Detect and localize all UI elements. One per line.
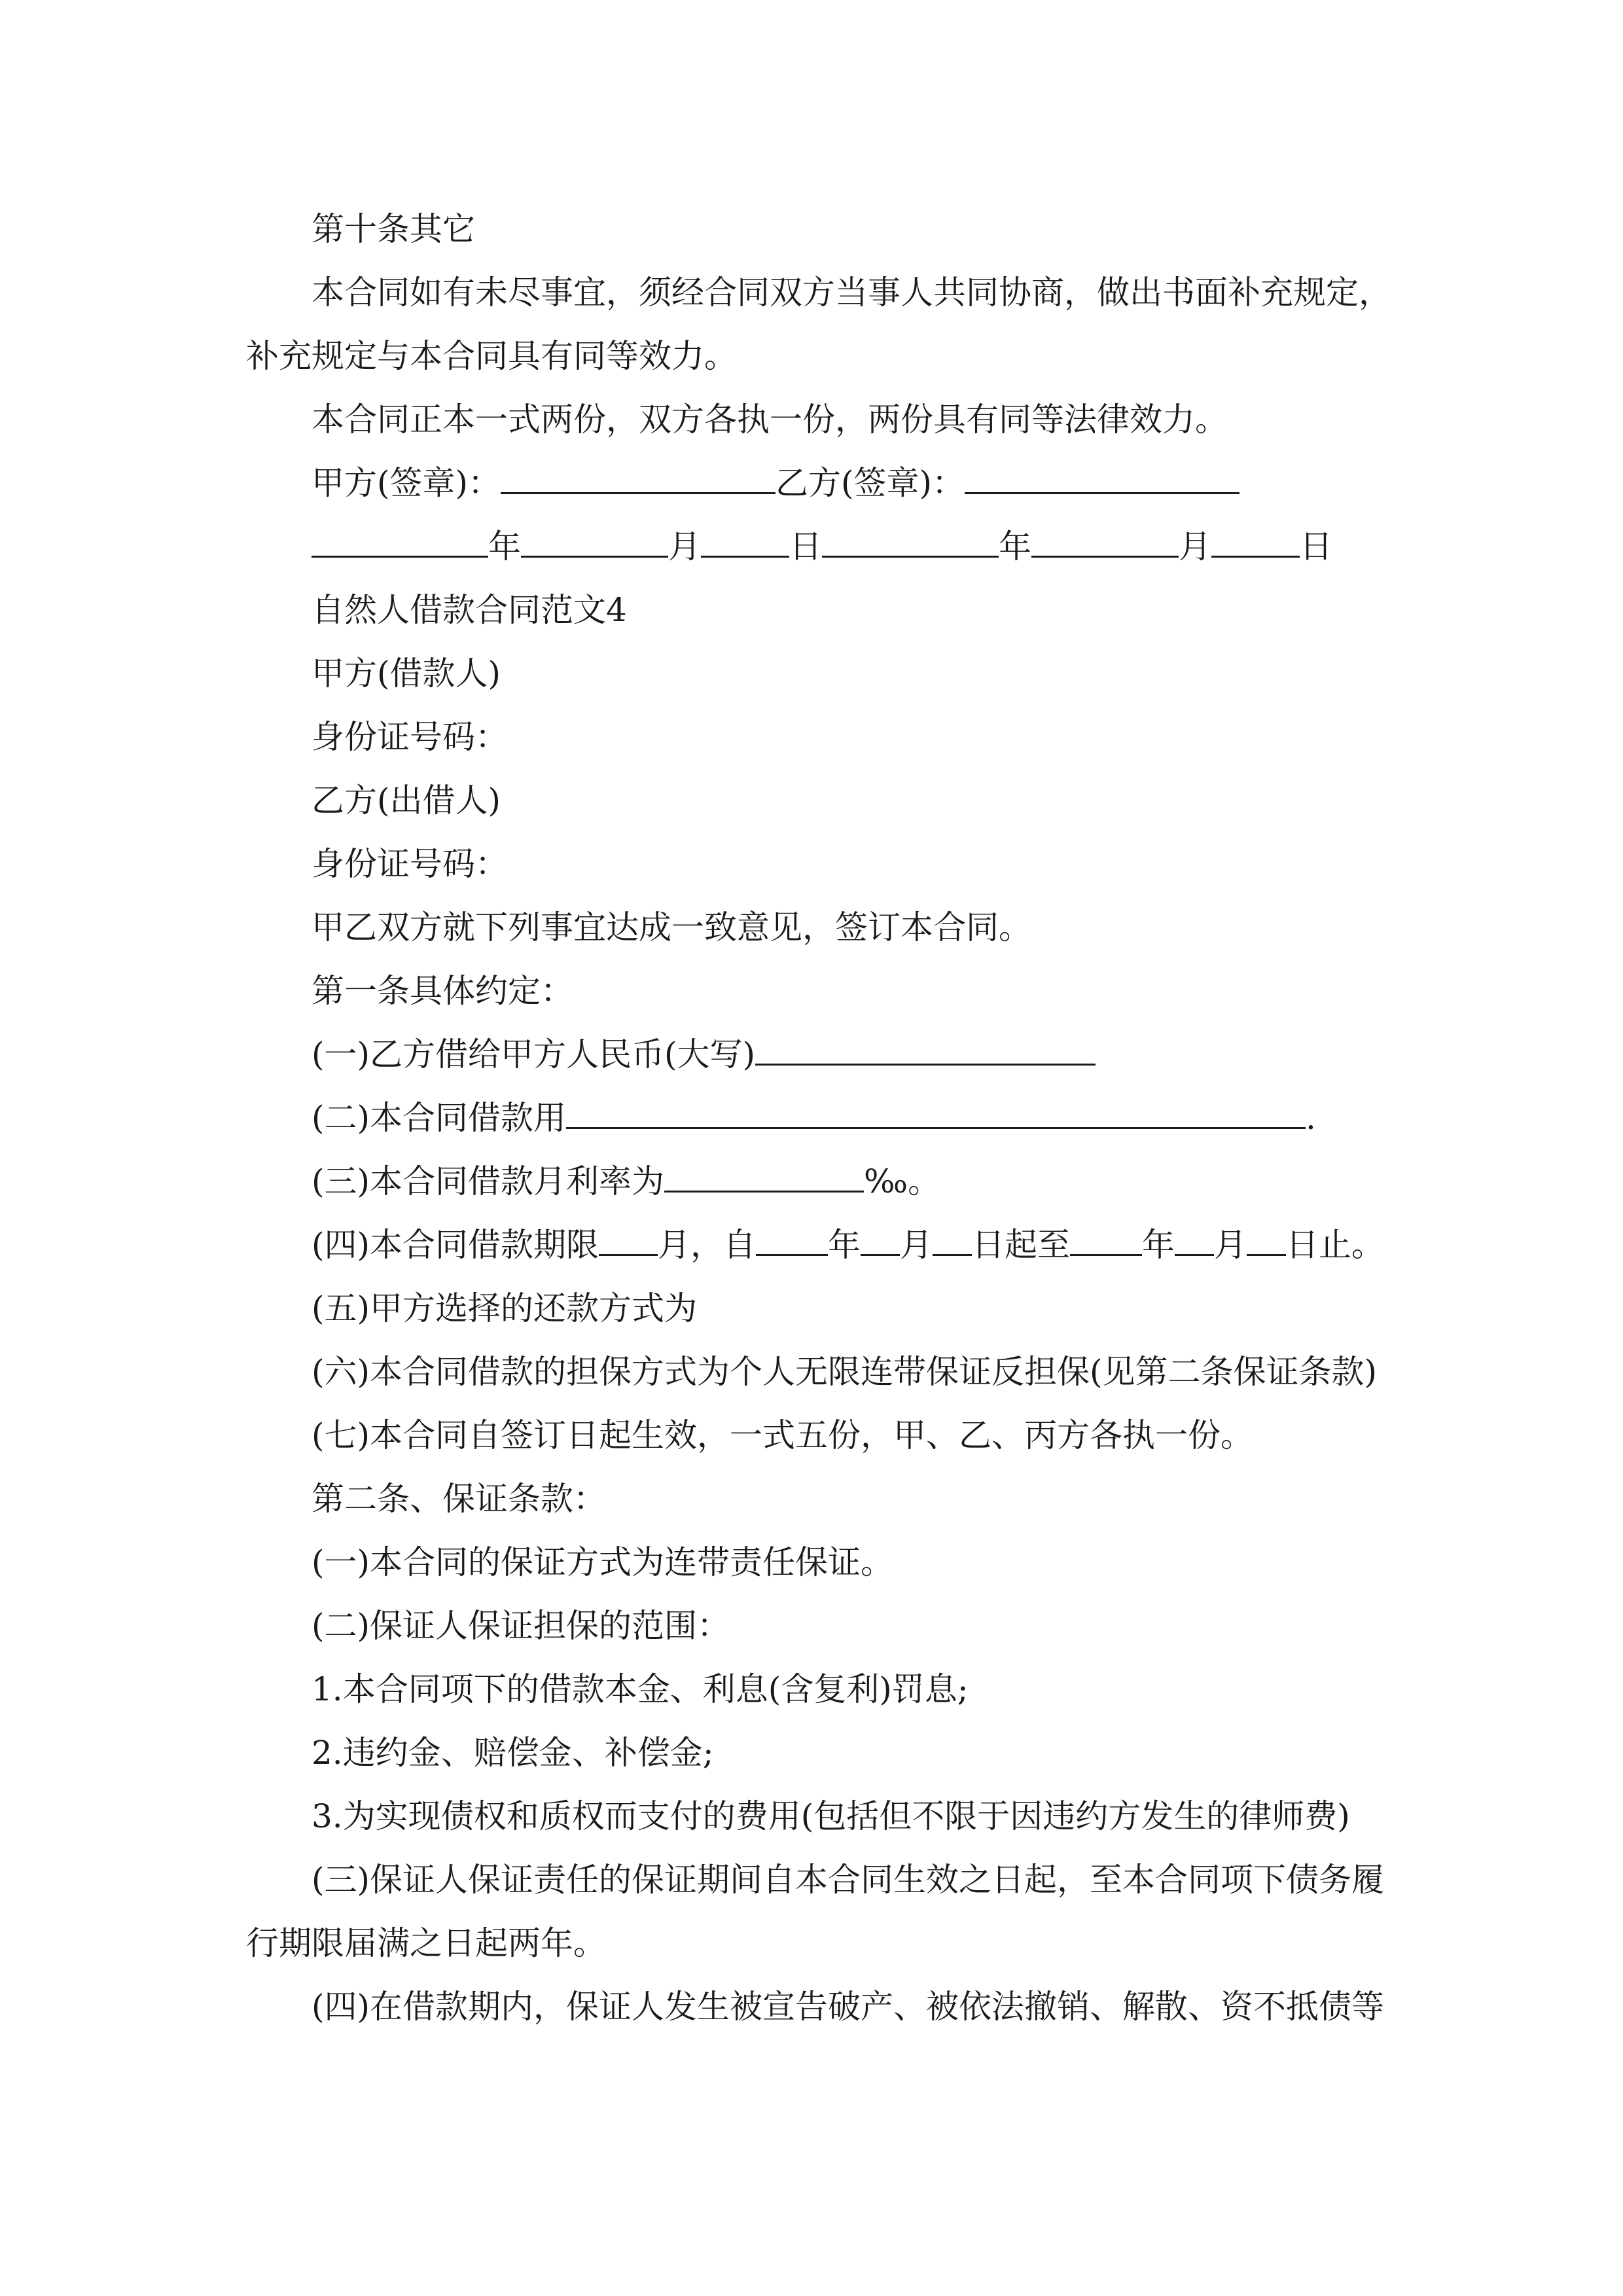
article-2-heading: 第二条、保证条款：	[312, 1480, 606, 1518]
blank	[1031, 527, 1179, 558]
clause-line	[312, 1162, 940, 1201]
paragraph-line: 本合同如有未尽事宜，须经合同双方当事人共同协商，做出书面补充规定，	[312, 274, 1391, 312]
clause-text: (一)乙方借给甲方人民币(大写)	[312, 1035, 756, 1073]
paragraph-line: 本合同正本一式两份，双方各执一份，两份具有同等法律效力。	[312, 401, 1228, 439]
month-label: 月	[1179, 528, 1211, 565]
clause-text: 月	[1214, 1226, 1247, 1264]
blank	[599, 1225, 658, 1256]
party-b-label: 乙方(出借人)	[312, 781, 501, 819]
clause-line	[312, 1225, 1384, 1265]
purpose-blank	[566, 1098, 1306, 1129]
signature-line	[312, 463, 1240, 503]
blank	[521, 527, 668, 558]
date-line	[312, 527, 1332, 566]
clause-line: (六)本合同借款的担保方式为个人无限连带保证反担保(见第二条保证条款)	[312, 1353, 1378, 1391]
clause-text: 年	[1142, 1226, 1175, 1264]
blank	[312, 527, 488, 558]
clause-end: ‰。	[864, 1162, 941, 1200]
clause-line	[312, 1035, 1096, 1074]
clause-text: 月	[900, 1226, 933, 1264]
clause-line: (五)甲方选择的还款方式为	[312, 1289, 698, 1327]
paragraph-line: 甲乙双方就下列事宜达成一致意见，签订本合同。	[312, 908, 1031, 946]
clause-line: (二)保证人保证担保的范围：	[312, 1607, 730, 1645]
month-label: 月	[668, 528, 701, 565]
blank	[933, 1225, 972, 1256]
id-number-label: 身份证号码：	[312, 718, 508, 756]
blank	[822, 527, 999, 558]
list-item: 1.本合同项下的借款本金、利息(含复利)罚息;	[312, 1670, 969, 1708]
party-b-signature-blank	[965, 463, 1240, 494]
clause-text: (三)本合同借款月利率为	[312, 1162, 665, 1200]
year-label: 年	[488, 528, 521, 565]
clause-line	[312, 1098, 1316, 1138]
blank	[1175, 1225, 1214, 1256]
article-10-heading: 第十条其它	[312, 210, 475, 248]
clause-line: 行期限届满之日起两年。	[246, 1924, 606, 1962]
blank	[1247, 1225, 1286, 1256]
party-b-signature-label: 乙方(签章)：	[776, 464, 965, 502]
clause-line: (七)本合同自签订日起生效，一式五份，甲、乙、丙方各执一份。	[312, 1416, 1254, 1454]
blank	[701, 527, 789, 558]
day-label: 日	[1300, 528, 1332, 565]
id-number-label: 身份证号码：	[312, 845, 508, 883]
clause-end: .	[1306, 1099, 1316, 1137]
clause-text: (四)本合同借款期限	[312, 1226, 599, 1264]
blank	[756, 1225, 828, 1256]
year-label: 年	[999, 528, 1031, 565]
party-a-label: 甲方(借款人)	[312, 655, 501, 692]
party-a-signature-label: 甲方(签章)：	[312, 464, 501, 502]
blank	[861, 1225, 900, 1256]
blank	[1211, 527, 1300, 558]
clause-text: 年	[828, 1226, 861, 1264]
interest-rate-blank	[664, 1162, 864, 1193]
clause-text: (二)本合同借款用	[312, 1099, 567, 1137]
list-item: 3.为实现债权和质权而支付的费用(包括但不限于因违约方发生的律师费)	[312, 1797, 1350, 1835]
clause-line: (四)在借款期内，保证人发生被宣告破产、被依法撤销、解散、资不抵债等	[312, 1988, 1385, 2026]
clause-text: 月，自	[658, 1226, 757, 1264]
clause-line: (三)保证人保证责任的保证期间自本合同生效之日起，至本合同项下债务履	[312, 1861, 1385, 1899]
day-label: 日	[789, 528, 822, 565]
clause-text: 日止。	[1286, 1226, 1385, 1264]
list-item: 2.违约金、赔偿金、补偿金;	[312, 1734, 714, 1772]
amount-blank	[755, 1035, 1096, 1066]
article-1-heading: 第一条具体约定：	[312, 972, 573, 1010]
section-title: 自然人借款合同范文4	[312, 591, 627, 629]
clause-text: 日起至	[972, 1226, 1071, 1264]
paragraph-line: 补充规定与本合同具有同等效力。	[246, 337, 737, 375]
party-a-signature-blank	[501, 463, 776, 494]
clause-line: (一)本合同的保证方式为连带责任保证。	[312, 1543, 894, 1581]
blank	[1070, 1225, 1142, 1256]
